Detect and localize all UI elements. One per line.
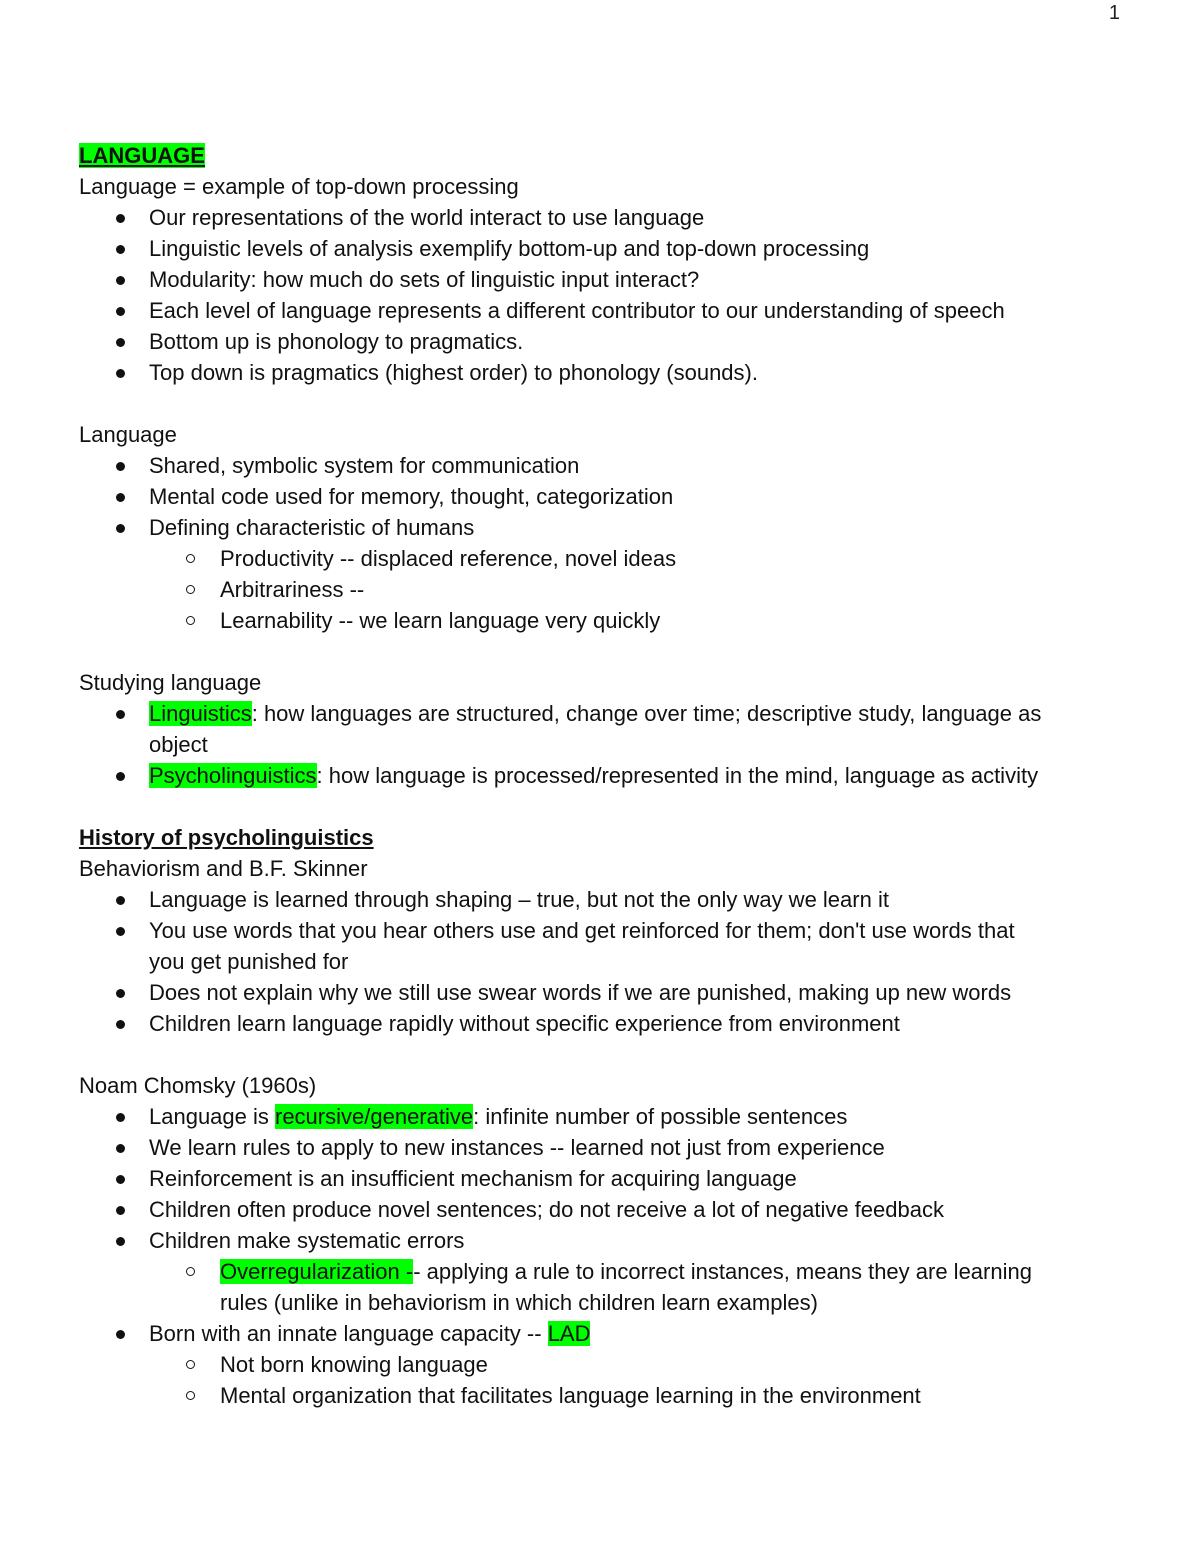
list-item [79,1101,1119,1132]
blank-line [79,636,1119,667]
page-number: 1 [1108,2,1120,24]
list-item: Language is learned through shaping – true, but not the only way we learn it [79,884,1119,915]
list-item: Children make systematic errors [79,1225,1119,1256]
sub-bullet-list [79,1349,1119,1411]
list-item: Top down is pragmatics (highest order) to phonology (sounds). [79,357,1119,388]
sub-list-item: Productivity -- displaced reference, novel ideas [79,543,1119,574]
list-item: Reinforcement is an insufficient mechanism for acquiring language [79,1163,1119,1194]
list-item: Children often produce novel sentences; do not receive a lot of negative feedback [79,1194,1119,1225]
highlighted-term: recursive/generative [275,1104,474,1129]
bullet-list [79,698,1119,791]
list-item: Bottom up is phonology to pragmatics. [79,326,1119,357]
sub-list-item: Mental organization that facilitates language learning in the environment [79,1380,1119,1411]
heading-language: Language [79,422,177,447]
sub-bullet-list [79,1256,1119,1318]
heading-top-down: Language = example of top-down processing [79,174,519,199]
list-item [79,1318,1119,1349]
list-item: Children learn language rapidly without specific experience from environment [79,1008,1119,1039]
heading-chomsky: Noam Chomsky (1960s) [79,1073,317,1098]
blank-line [79,1039,1119,1070]
sub-list-item: Arbitrariness -- [79,574,1119,605]
list-item [79,915,1119,977]
list-item: Linguistic levels of analysis exemplify bottom-up and top-down processing [79,233,1119,264]
item-text: : infinite number of possible sentences [473,1104,848,1129]
highlighted-term: LANGUAGE [79,143,205,168]
blank-line [79,791,1119,822]
item-text: You use words that you hear others use and get reinforced for them; don't use words that [149,918,1015,943]
list-item: Shared, symbolic system for communication [79,450,1119,481]
highlighted-term: Overregularization - [220,1259,414,1284]
bullet-list [79,1318,1119,1349]
list-item: Defining characteristic of humans [79,512,1119,543]
list-item: We learn rules to apply to new instances -- learned not just from experience [79,1132,1119,1163]
highlighted-term: Linguistics [149,701,252,726]
section-title-language [79,140,1119,171]
document-body [79,140,1119,1411]
list-item: Each level of language represents a different contributor to our understanding of speech [79,295,1119,326]
item-text: : how language is processed/represented in the mind, language as activity [316,763,1039,788]
item-text: : how languages are structured, change over time; descriptive study, language as [251,701,1042,726]
item-text: Born with an innate language capacity -- [149,1321,548,1346]
sub-bullet-list [79,543,1119,636]
bullet-list [79,450,1119,543]
list-item [79,698,1119,760]
highlighted-term: LAD [547,1321,591,1346]
heading-studying-language: Studying language [79,670,262,695]
sub-list-item: Learnability -- we learn language very quickly [79,605,1119,636]
item-text-continued: object [149,732,208,757]
bullet-list [79,1101,1119,1256]
sub-list-item [79,1256,1119,1318]
highlighted-term: Psycholinguistics [149,763,317,788]
list-item: Mental code used for memory, thought, categorization [79,481,1119,512]
heading-behaviorism: Behaviorism and B.F. Skinner [79,856,368,881]
sub-list-item: Not born knowing language [79,1349,1119,1380]
list-item: Our representations of the world interact to use language [79,202,1119,233]
item-text: Language is [149,1104,275,1129]
item-text-continued: rules (unlike in behaviorism in which children learn examples) [220,1290,818,1315]
bullet-list [79,884,1119,1039]
section-title-history: History of psycholinguistics [79,825,374,850]
list-item: Modularity: how much do sets of linguistic input interact? [79,264,1119,295]
item-text: - applying a rule to incorrect instances, means they are learning [413,1259,1032,1284]
blank-line [79,388,1119,419]
item-text-continued: you get punished for [149,949,349,974]
list-item [79,760,1119,791]
bullet-list [79,202,1119,388]
list-item: Does not explain why we still use swear words if we are punished, making up new words [79,977,1119,1008]
